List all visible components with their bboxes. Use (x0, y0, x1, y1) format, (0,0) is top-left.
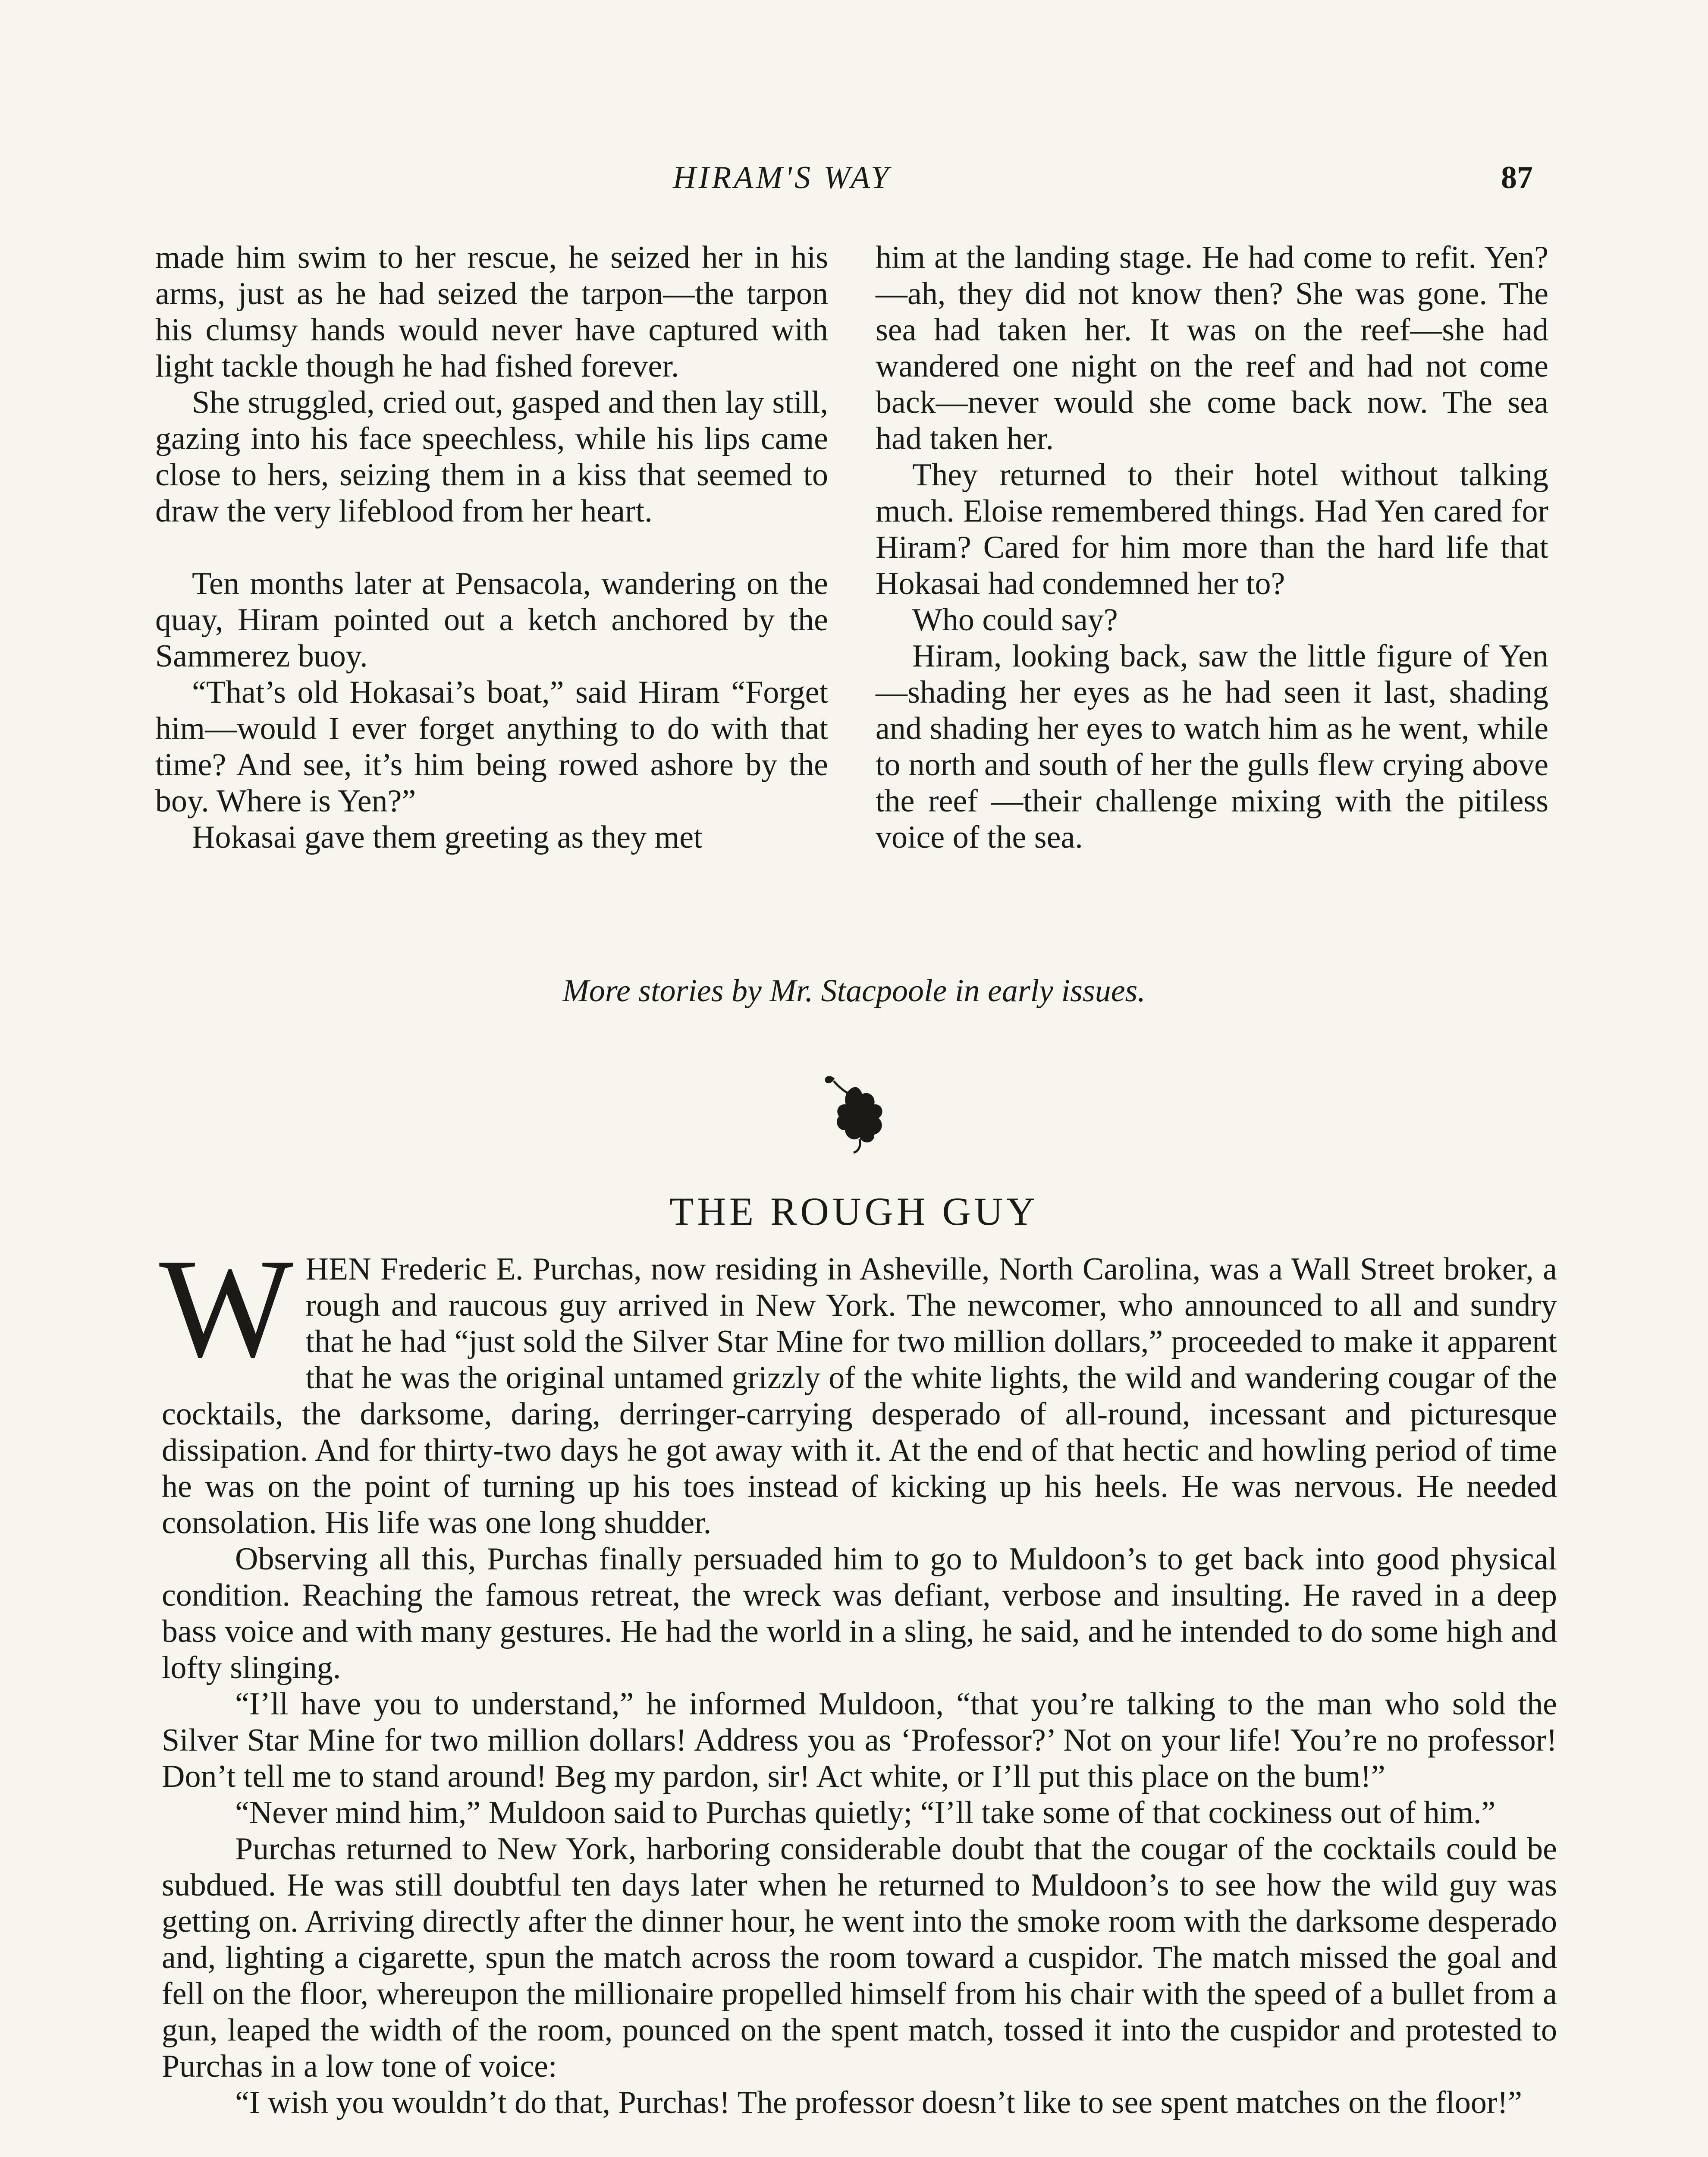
paragraph: They returned to their hotel without talking much. Eloise remembered things. Had Yen cared for Hiram? Cared for him more than the hard life that Hokasai had condemned her to? (876, 457, 1548, 601)
right-column (876, 239, 1548, 855)
left-column (155, 239, 828, 855)
leaf-ornament-icon (817, 1070, 891, 1156)
paragraph: Observing all this, Purchas finally persuaded him to go to Muldoon’s to get back into good physical condition. Reaching the famous retreat, the wreck was defiant, verbose and insulting. He raved in a deep bass voice and with many gestures. He had the world in a sling, he said, and he intended to do some high and lofty slinging. (162, 1541, 1557, 1685)
paragraph: Ten months later at Pensacola, wandering on the quay, Hiram pointed out a ketch anchored by the Sammerez buoy. (155, 566, 828, 674)
paragraph: him at the landing stage. He had come to refit. Yen?—ah, they did not know then? She was gone. The sea had taken her. It was on the reef—she had wandered one night on the reef and had not come back—never would she come back now. The sea had taken her. (876, 240, 1548, 456)
first-paragraph (159, 1229, 1557, 1541)
first-paragraph-text: HEN Frederic E. Purchas, now residing in Asheville, North Carolina, was a Wall Street broker, a rough and raucous guy arrived in New York. The newcomer, who announced to all and sundry that he had “just sold the Silver Star Mine for two million dollars,” proceeded to make it apparent that he was the original untamed grizzly of the white lights, the wild and wandering cougar of the cocktails, the darksome, daring, derringer-carrying desperado of all-round, incessant and picturesque dissipation. And for thirty-two days he got away with it. At the end of that hectic and howling period of time he was on the point of turning up his toes instead of kicking up his heels. He was nervous. He needed consolation. His life was one long shudder. (162, 1251, 1557, 1541)
story-title: THE ROUGH GUY (669, 1189, 1039, 1233)
running-head (0, 160, 1708, 211)
more-stories-note: More stories by Mr. Stacpoole in early issues. (562, 973, 1146, 1009)
story-body (159, 1229, 1557, 2121)
paragraph: Hokasai gave them greeting as they met (192, 820, 703, 855)
paragraph: “I’ll have you to understand,” he informed Muldoon, “that you’re talking to the man who sold the Silver Star Mine for two million dollars! Address you as ‘Professor?’ Not on your life! You’re no professor! Don’t tell me to stand around! Beg my pardon, sir! Act white, or I’ll put this place on the bum!” (162, 1686, 1557, 1794)
paragraph: She struggled, cried out, gasped and then lay still, gazing into his face speechless, while his lips came close to hers, seizing them in a kiss that seemed to draw the very lifeblood from her heart. (155, 385, 828, 529)
paragraph: “That’s old Hokasai’s boat,” said Hiram “Forget him—would I ever forget anything to do with that time? And see, it’s him being rowed ashore by the boy. Where is Yen?” (155, 675, 828, 819)
drop-cap: W (159, 1229, 294, 1387)
paragraph: Purchas returned to New York, harboring considerable doubt that the cougar of the cocktails could be subdued. He was still doubtful ten days later when he returned to Muldoon’s to see how the wild guy was getting on. Arriving directly after the dinner hour, he went into the smoke room with the darksome desperado and, lighting a cigarette, spun the match across the room toward a cuspidor. The match missed the goal and fell on the floor, whereupon the millionaire propelled himself from his chair with the speed of a bullet from a gun, leaped the width of the room, pounced on the spent match, tossed it into the cuspidor and protested to Purchas in a low tone of voice: (162, 1831, 1557, 2084)
paragraph: “Never mind him,” Muldoon said to Purchas quietly; “I’ll take some of that cockiness out of him.” (235, 1795, 1496, 1830)
paragraph: Hiram, looking back, saw the little figure of Yen—shading her eyes as he had seen it last, shading and shading her eyes to watch him as he went, while to north and south of her the gulls flew crying above the reef —their challenge mixing with the pitiless voice of the sea. (876, 638, 1548, 855)
running-title: HIRAM'S WAY (673, 160, 892, 195)
paragraph: “I wish you wouldn’t do that, Purchas! The professor doesn’t like to see spent matches on the floor!” (235, 2085, 1523, 2120)
paragraph: Who could say? (912, 602, 1118, 638)
paragraph: made him swim to her rescue, he seized her in his arms, just as he had seized the tarpon—the tarpon his clumsy hands would never have captured with light tackle though he had fished forever. (155, 240, 828, 384)
page-number: 87 (1501, 160, 1533, 195)
